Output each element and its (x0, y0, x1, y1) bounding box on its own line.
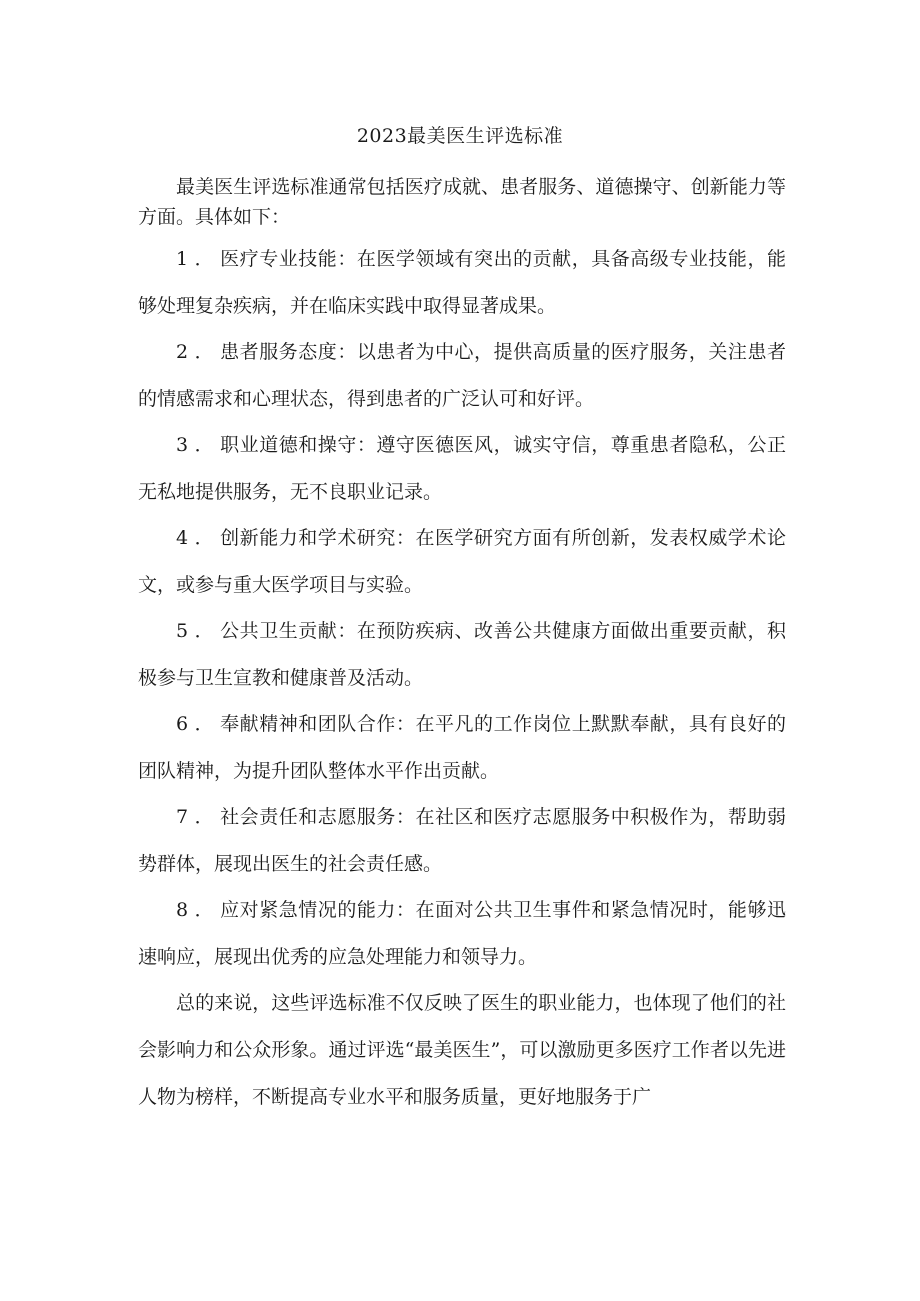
item-text: 患者服务态度：以患者为中心，提供高质量的医疗服务，关注患者的情感需求和心理状态，得到患者的广泛认可和好评。 (138, 341, 786, 410)
list-item (138, 329, 786, 423)
item-text: 职业道德和操守：遵守医德医风，诚实守信，尊重患者隐私，公正无私地提供服务，无不良职业记录。 (138, 434, 786, 503)
list-item (138, 515, 786, 609)
list-item (138, 236, 786, 330)
document-title: 2023最美医生评选标准 (356, 125, 564, 147)
list-item (138, 701, 786, 795)
item-number: 6． (176, 713, 221, 735)
item-text: 奉献精神和团队合作：在平凡的工作岗位上默默奉献，具有良好的团队精神，为提升团队整体水平作出贡献。 (138, 713, 786, 782)
list-item (138, 608, 786, 702)
item-number: 1． (176, 248, 221, 270)
item-number: 2． (176, 341, 221, 363)
item-number: 4． (176, 527, 221, 549)
list-item (138, 422, 786, 516)
item-text: 创新能力和学术研究：在医学研究方面有所创新，发表权威学术论文，或参与重大医学项目与实验。 (138, 527, 786, 596)
item-number: 3． (176, 434, 221, 456)
item-number: 7． (176, 806, 221, 828)
item-number: 5． (176, 620, 221, 642)
list-item (138, 887, 786, 981)
item-number: 8． (176, 899, 221, 921)
intro-paragraph: 最美医生评选标准通常包括医疗成就、患者服务、道德操守、创新能力等方面。具体如下： (138, 176, 786, 228)
item-text: 医疗专业技能：在医学领域有突出的贡献，具备高级专业技能，能够处理复杂疾病，并在临床实践中取得显著成果。 (138, 248, 786, 317)
list-item (138, 794, 786, 888)
conclusion-paragraph: 总的来说，这些评选标准不仅反映了医生的职业能力，也体现了他们的社会影响力和公众形象。通过评选“最美医生”，可以激励更多医疗工作者以先进人物为榜样，不断提高专业水平和服务质量，更好地服务于广 (138, 992, 786, 1108)
item-text: 应对紧急情况的能力：在面对公共卫生事件和紧急情况时，能够迅速响应，展现出优秀的应急处理能力和领导力。 (138, 899, 786, 968)
item-text: 社会责任和志愿服务：在社区和医疗志愿服务中积极作为，帮助弱势群体，展现出医生的社会责任感。 (138, 806, 786, 875)
item-text: 公共卫生贡献：在预防疾病、改善公共健康方面做出重要贡献，积极参与卫生宣教和健康普及活动。 (138, 620, 786, 689)
